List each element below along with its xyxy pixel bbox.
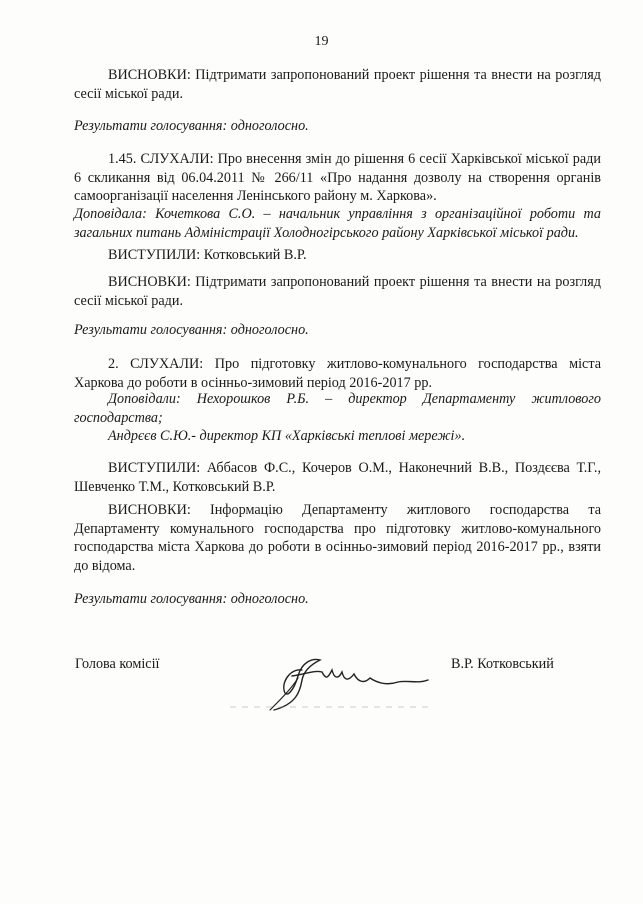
heard-1-45: 1.45. СЛУХАЛИ: Про внесення змін до рішення 6 сесії Харківської міської ради 6 скликання від 06.04.2011 № 266/11 «Про надання дозволу на створення органів самоорганізації населення Ленінського району м. Харкова». [74, 151, 601, 204]
conclusions-1: ВИСНОВКИ: Підтримати запропонований проект рішення та внести на розгляд сесії міської ради. [74, 67, 601, 102]
speaker-nekhoroshkov: Доповідали: Нехорошков Р.Б. – директор Департаменту житлового господарства; [74, 391, 601, 426]
heard-2: 2. СЛУХАЛИ: Про підготовку житлово-комунального господарства міста Харкова до роботи в осінньо-зимовий період 2016-2017 рр. [74, 356, 601, 391]
conclusions-1-45: ВИСНОВКИ: Підтримати запропонований проект рішення та внести на розгляд сесії міської ради. [74, 274, 601, 309]
spoke-1-45: ВИСТУПИЛИ: Котковський В.Р. [108, 247, 307, 263]
spoke-2: ВИСТУПИЛИ: Аббасов Ф.С., Кочеров О.М., Наконечний В.В., Поздєєва Т.Г., Шевченко Т.М., Котковський В.Р. [74, 460, 601, 495]
voting-result-3: Результати голосування: одноголосно. [74, 591, 309, 607]
speaker-kochetkova: Доповідала: Кочеткова С.О. – начальник управління з організаційної роботи та загальних питань Адміністрації Холодногірського району Харківської міської ради. [74, 206, 601, 241]
handwritten-signature [262, 640, 432, 712]
voting-result-2: Результати голосування: одноголосно. [74, 322, 309, 338]
chair-name: В.Р. Котковський [451, 656, 554, 672]
page-number: 19 [314, 34, 329, 49]
conclusions-2: ВИСНОВКИ: Інформацію Департаменту житлового господарства та Департаменту комунального господарства про підготовку житлово-комунального господарства міста Харкова до роботи в осінньо-зимовий період 2016-2017 рр., взяти до відома. [74, 502, 601, 574]
voting-result-1: Результати голосування: одноголосно. [74, 118, 309, 134]
scan-artifact [230, 706, 430, 708]
chair-label: Голова комісії [75, 656, 160, 672]
speaker-andreev: Андрєєв С.Ю.- директор КП «Харківські теплові мережі». [108, 428, 466, 444]
